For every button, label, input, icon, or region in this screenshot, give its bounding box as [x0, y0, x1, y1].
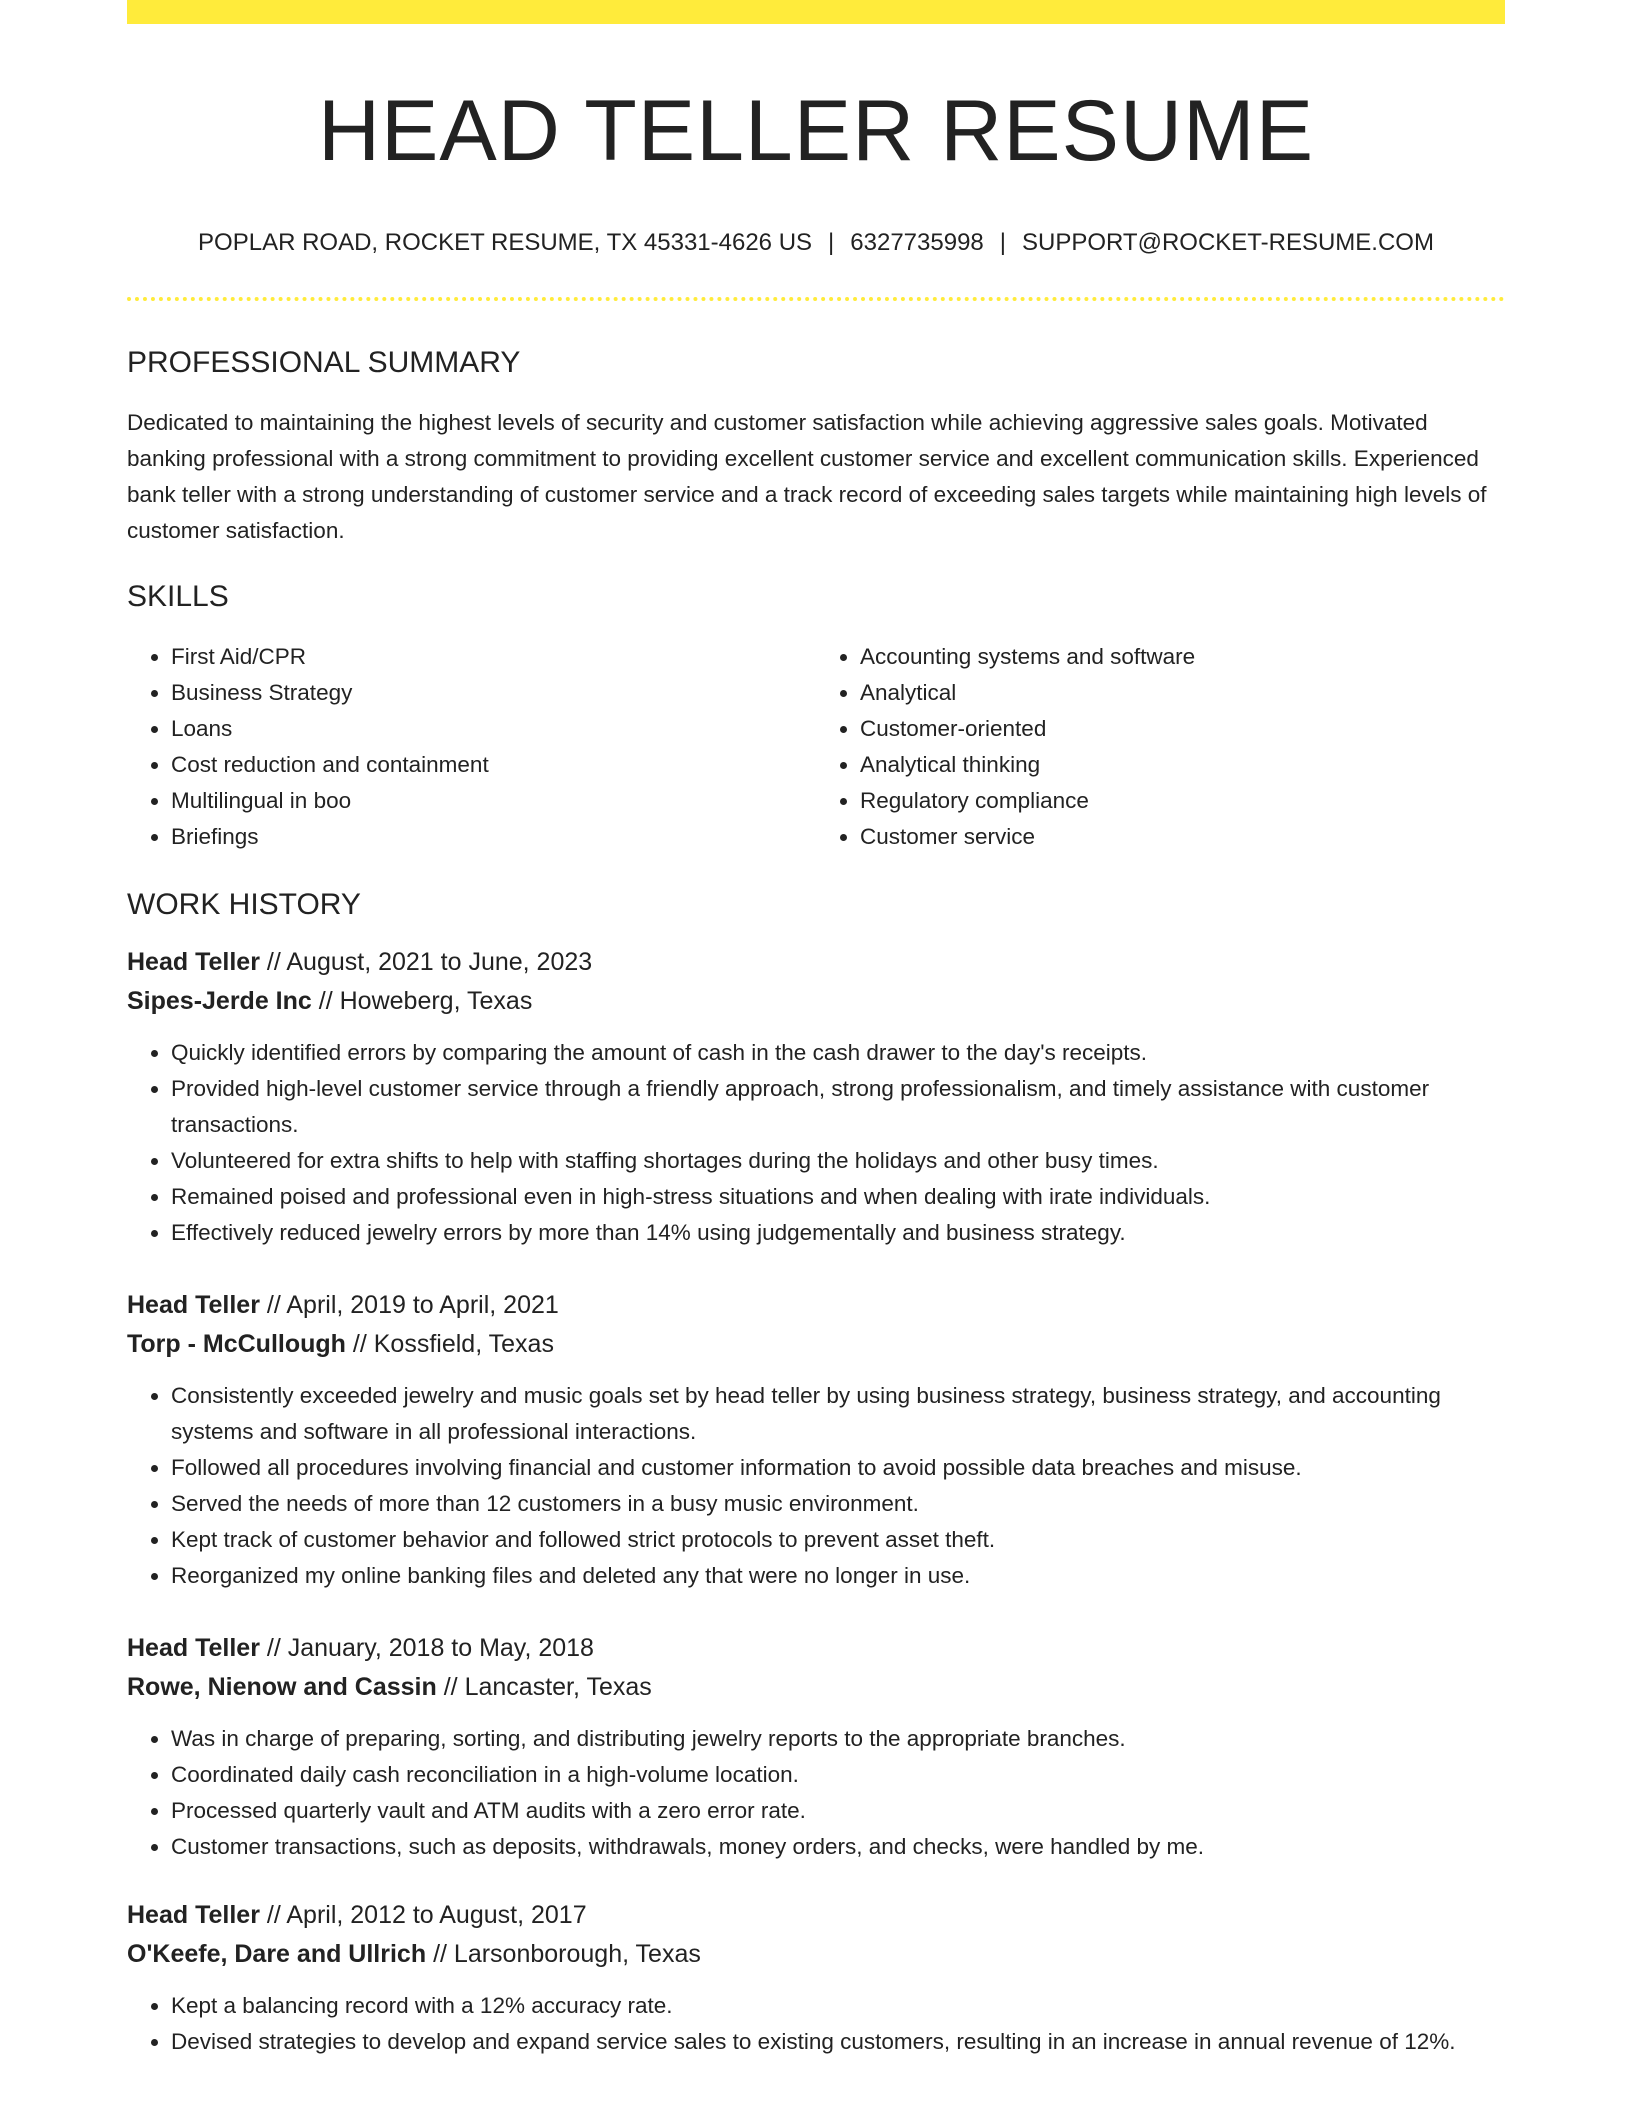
- skills-columns: [127, 639, 1505, 855]
- dotted-divider: [127, 297, 1505, 301]
- job-role: Head Teller: [127, 1633, 260, 1662]
- job-dates: January, 2018 to May, 2018: [287, 1633, 594, 1662]
- job-location: Kossfield, Texas: [373, 1329, 554, 1358]
- job-entry: [127, 1629, 1505, 1865]
- job-bullet: • Devised strategies to develop and expand service sales to existing customers, resulting in an increase in annual revenue of 12%.: [171, 2024, 1505, 2060]
- job-bullet: • Provided high-level customer service through a friendly approach, strong professionalism, and timely assistance with customer transactions.: [171, 1071, 1505, 1143]
- accent-bar: [127, 0, 1505, 24]
- job-bullets: [127, 1035, 1505, 1251]
- job-bullet: • Served the needs of more than 12 customers in a busy music environment.: [171, 1486, 1505, 1522]
- job-bullet: • Reorganized my online banking files and deleted any that were no longer in use.: [171, 1558, 1505, 1594]
- job-dates: April, 2012 to August, 2017: [286, 1900, 587, 1929]
- job-bullet: • Was in charge of preparing, sorting, and distributing jewelry reports to the appropriate branches.: [171, 1721, 1505, 1757]
- job-company: Torp - McCullough: [127, 1329, 346, 1358]
- resume-title: HEAD TELLER RESUME: [317, 83, 1315, 179]
- job-bullet: • Followed all procedures involving financial and customer information to avoid possible data breaches and misuse.: [171, 1450, 1505, 1486]
- job-divider: //: [318, 986, 333, 1015]
- job-company-line: [127, 1668, 1505, 1707]
- skill-item: • Customer-oriented: [860, 711, 1505, 747]
- job-bullets: [127, 1378, 1505, 1594]
- job-bullets: [127, 1721, 1505, 1865]
- job-company: Rowe, Nienow and Cassin: [127, 1672, 437, 1701]
- job-divider: //: [352, 1329, 367, 1358]
- job-divider: //: [266, 1900, 281, 1929]
- job-bullet: • Customer transactions, such as deposits, withdrawals, money orders, and checks, were handled by me.: [171, 1829, 1505, 1865]
- job-bullet: • Effectively reduced jewelry errors by more than 14% using judgementally and business strategy.: [171, 1215, 1505, 1251]
- summary-text: Dedicated to maintaining the highest levels of security and customer satisfaction while achieving aggressive sales goals. Motivated banking professional with a strong commitment to providing excellent customer service and excellent communication skills. Experienced bank teller with a strong understanding of customer service and a track record of exceeding sales targets while maintaining high levels of customer satisfaction.: [127, 409, 1487, 543]
- job-bullets: [127, 1988, 1505, 2060]
- skill-item: • Cost reduction and containment: [171, 747, 816, 783]
- job-company-line: [127, 982, 1505, 1021]
- job-company: Sipes-Jerde Inc: [127, 986, 312, 1015]
- job-divider: //: [266, 947, 281, 976]
- job-company-line: [127, 1325, 1505, 1364]
- contact-phone: 6327735998: [850, 228, 984, 256]
- job-role-line: [127, 1286, 1505, 1325]
- skill-item: • Multilingual in boo: [171, 783, 816, 819]
- skill-item: • Analytical thinking: [860, 747, 1505, 783]
- skills-section: [127, 579, 1505, 855]
- skill-item: • Analytical: [860, 675, 1505, 711]
- job-role: Head Teller: [127, 1900, 260, 1929]
- job-dates: April, 2019 to April, 2021: [286, 1290, 559, 1319]
- summary-section: [127, 345, 1505, 549]
- job-bullet: • Kept track of customer behavior and followed strict protocols to prevent asset theft.: [171, 1522, 1505, 1558]
- job-bullet: • Processed quarterly vault and ATM audits with a zero error rate.: [171, 1793, 1505, 1829]
- job-divider: //: [443, 1672, 458, 1701]
- contact-separator: |: [999, 228, 1006, 256]
- contact-address: POPLAR ROAD, ROCKET RESUME, TX 45331-4626 US: [198, 228, 813, 256]
- job-location: Larsonborough, Texas: [453, 1939, 701, 1968]
- job-company: O'Keefe, Dare and Ullrich: [127, 1939, 427, 1968]
- job-location: Howeberg, Texas: [339, 986, 533, 1015]
- job-bullet: • Kept a balancing record with a 12% accuracy rate.: [171, 1988, 1505, 2024]
- job-role-line: [127, 943, 1505, 982]
- job-entry: [127, 1286, 1505, 1594]
- job-bullet: • Remained poised and professional even in high-stress situations and when dealing with irate individuals.: [171, 1179, 1505, 1215]
- job-role: Head Teller: [127, 1290, 260, 1319]
- contact-email: SUPPORT@ROCKET-RESUME.COM: [1022, 228, 1434, 256]
- job-role-line: [127, 1629, 1505, 1668]
- job-bullet: • Quickly identified errors by comparing the amount of cash in the cash drawer to the day's receipts.: [171, 1035, 1505, 1071]
- skills-list-right: [816, 639, 1505, 855]
- contact-separator: |: [828, 228, 835, 256]
- resume-page: [127, 0, 1505, 2060]
- skill-item: • Customer service: [860, 819, 1505, 855]
- skill-item: • Accounting systems and software: [860, 639, 1505, 675]
- job-divider: //: [433, 1939, 447, 1968]
- contact-line: [127, 229, 1505, 258]
- job-role-line: [127, 1896, 1505, 1935]
- job-entry: [127, 1896, 1505, 2060]
- job-dates: August, 2021 to June, 2023: [286, 947, 593, 976]
- section-title-summary: PROFESSIONAL SUMMARY: [127, 345, 521, 379]
- work-history-section: [127, 887, 1505, 2060]
- section-title-skills: SKILLS: [127, 579, 229, 613]
- job-divider: //: [266, 1290, 281, 1319]
- skills-list-left: [127, 639, 816, 855]
- skill-item: • First Aid/CPR: [171, 639, 816, 675]
- job-bullet: • Volunteered for extra shifts to help with staffing shortages during the holidays and other busy times.: [171, 1143, 1505, 1179]
- job-location: Lancaster, Texas: [464, 1672, 652, 1701]
- job-role: Head Teller: [127, 947, 260, 976]
- skill-item: • Business Strategy: [171, 675, 816, 711]
- skill-item: • Loans: [171, 711, 816, 747]
- job-divider: //: [266, 1633, 281, 1662]
- section-title-work-history: WORK HISTORY: [127, 887, 361, 921]
- job-bullet: • Consistently exceeded jewelry and music goals set by head teller by using business strategy, business strategy, and accounting systems and software in all professional interactions.: [171, 1378, 1505, 1450]
- skill-item: • Briefings: [171, 819, 816, 855]
- job-entry: [127, 943, 1505, 1251]
- skill-item: • Regulatory compliance: [860, 783, 1505, 819]
- job-bullet: • Coordinated daily cash reconciliation in a high-volume location.: [171, 1757, 1505, 1793]
- job-company-line: [127, 1935, 1505, 1974]
